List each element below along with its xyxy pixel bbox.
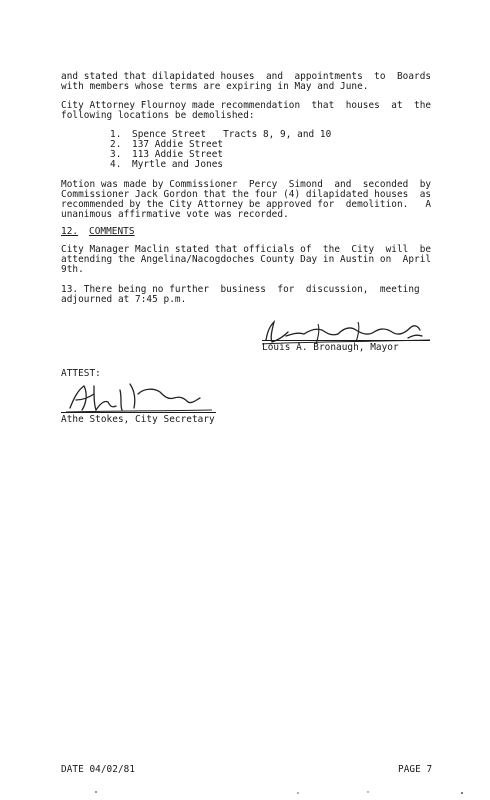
location-item: Spence Street Tracts 8, 9, and 10	[132, 129, 332, 140]
continuation-line-1: and stated that dilapidated houses and appointments to Boards	[61, 71, 432, 82]
location-number: 2.	[110, 139, 122, 150]
comments-heading: COMMENTS	[89, 226, 135, 237]
location-number: 4.	[110, 159, 122, 170]
recommendation-line-1: City Attorney Flournoy made recommendation that houses at the	[61, 100, 432, 111]
footer-page-number: PAGE 7	[398, 764, 433, 775]
location-number: 3.	[110, 149, 122, 160]
comments-line-2: attending the Angelina/Nacogdoches County Day in Austin on April	[61, 254, 432, 265]
location-item: 113 Addie Street	[132, 149, 224, 160]
motion-line-3: recommended by the City Attorney be approved for demolition. A	[61, 199, 432, 210]
recommendation-line-2: following locations be demolished:	[61, 110, 255, 121]
mayor-name: Louis A. Bronaugh, Mayor	[262, 342, 399, 353]
adjourn-line-1: 13. There being no further business for discussion, meeting	[61, 284, 420, 295]
motion-line-4: unanimous affirmative vote was recorded.	[61, 209, 289, 220]
motion-line-1: Motion was made by Commissioner Percy Simond and seconded by	[61, 179, 432, 190]
location-item: Myrtle and Jones	[132, 159, 224, 170]
comments-section-number: 12.	[61, 226, 79, 237]
motion-line-2: Commissioner Jack Gordon that the four (4) dilapidated houses as	[61, 189, 432, 200]
location-item: 137 Addie Street	[132, 139, 224, 150]
comments-line-3: 9th.	[61, 264, 84, 275]
continuation-line-2: with members whose terms are expiring in May and June.	[61, 81, 369, 92]
footer-date: DATE 04/02/81	[61, 764, 136, 775]
adjourn-line-2: adjourned at 7:45 p.m.	[61, 294, 187, 305]
attest-label: ATTEST:	[61, 368, 101, 379]
secretary-name: Athe Stokes, City Secretary	[61, 414, 215, 425]
comments-line-1: City Manager Maclin stated that officials of the City will be	[61, 244, 432, 255]
location-number: 1.	[110, 129, 122, 140]
